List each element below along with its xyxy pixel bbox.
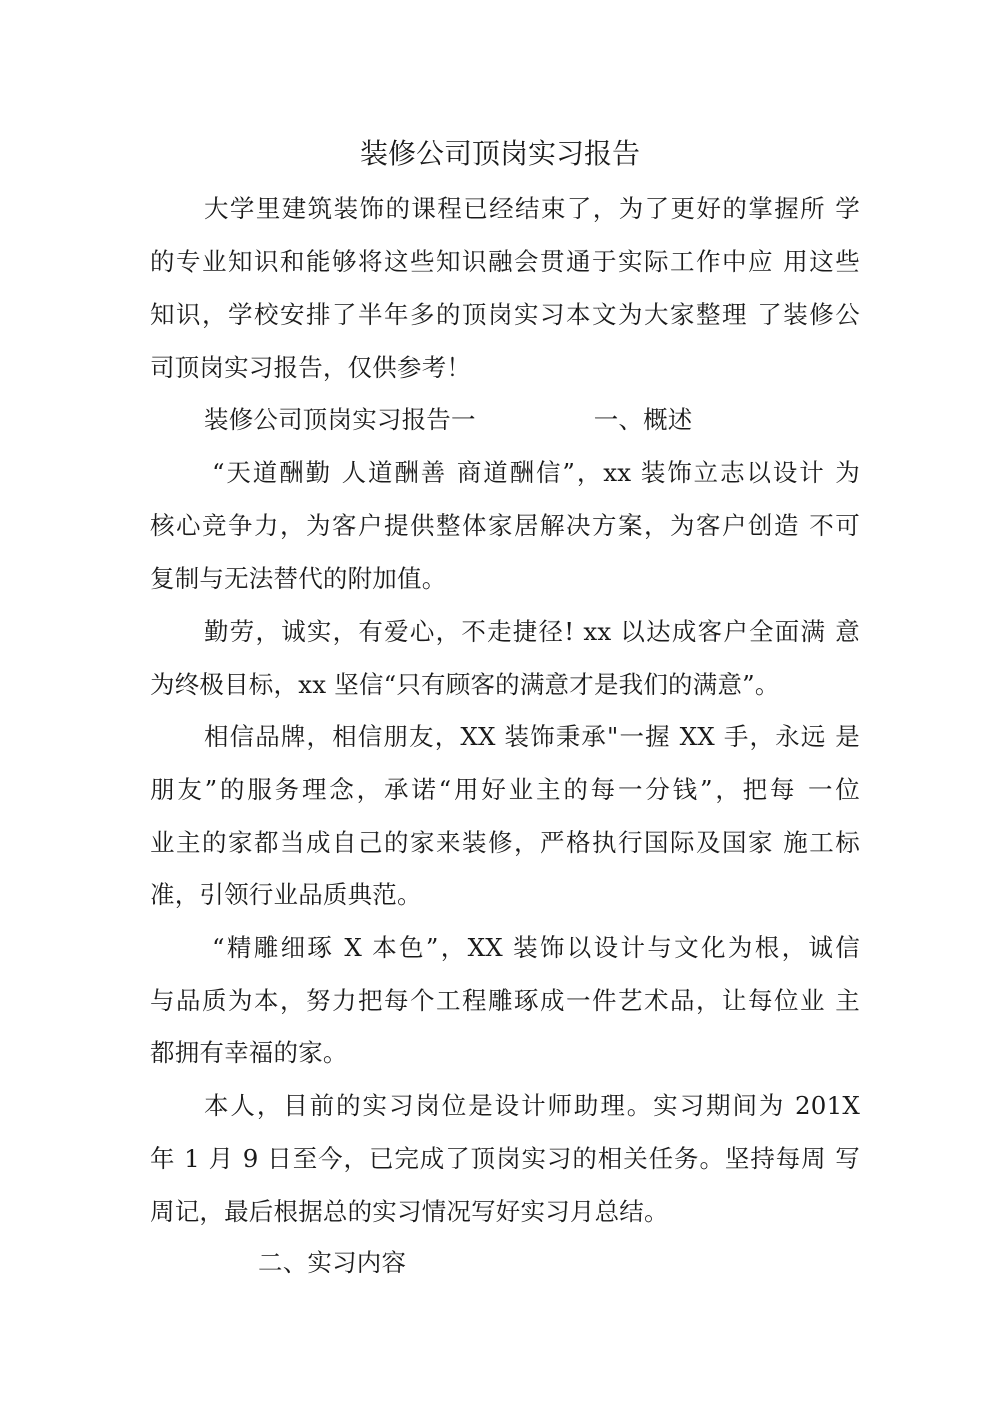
paragraph-line: 司顶岗实习报告，仅供参考！ [150, 353, 472, 382]
paragraph-line: 朋友”的服务理念，承诺“用好业主的每一分钱”，把每 一位 [150, 775, 860, 804]
paragraph-line: 为终极目标，xx 坚信“只有顾客的满意才是我们的满意”。 [150, 670, 780, 699]
section-heading-internship-content: 二、实习内容 [258, 1248, 407, 1277]
paragraph-line: 复制与无法替代的附加值。 [150, 564, 447, 593]
paragraph-line: 大学里建筑装饰的课程已经结束了，为了更好的掌握所 学 [204, 194, 860, 223]
section-heading-overview: 一、概述 [593, 405, 693, 434]
paragraph-line: “精雕细琢 X 本色”，XX 装饰以设计与文化为根，诚信 [212, 933, 860, 962]
paragraph-line: 年 1 月 9 日至今，已完成了顶岗实习的相关任务。坚持每周 写 [150, 1144, 860, 1173]
paragraph-line: 业主的家都当成自己的家来装修，严格执行国际及国家 施工标 [150, 828, 860, 857]
section-heading-line [204, 402, 860, 438]
paragraph-line: 与品质为本，努力把每个工程雕琢成一件艺术品，让每位业 主 [150, 986, 860, 1015]
paragraph-line: 本人，目前的实习岗位是设计师助理。实习期间为 201X [204, 1091, 860, 1120]
paragraph-line: 知识，学校安排了半年多的顶岗实习本文为大家整理 了装修公 [150, 300, 860, 329]
paragraph-line: 的专业知识和能够将这些知识融会贯通于实际工作中应 用这些 [150, 247, 860, 276]
document-title: 装修公司顶岗实习报告 [359, 137, 640, 170]
paragraph-line: 都拥有幸福的家。 [150, 1038, 348, 1067]
paragraph-line: 周记，最后根据总的实习情况写好实习月总结。 [150, 1197, 669, 1226]
paragraph-line: “天道酬勤 人道酬善 商道酬信”，xx 装饰立志以设计 为 [212, 458, 860, 487]
paragraph-line: 相信品牌，相信朋友，XX 装饰秉承"一握 XX 手，永远 是 [204, 722, 860, 751]
paragraph-line: 核心竞争力，为客户提供整体家居解决方案，为客户创造 不可 [150, 511, 860, 540]
report-subtitle: 装修公司顶岗实习报告一 [204, 405, 476, 434]
paragraph-line: 准，引领行业品质典范。 [150, 880, 422, 909]
paragraph-line: 勤劳，诚实，有爱心，不走捷径! xx 以达成客户全面满 意 [204, 617, 860, 646]
